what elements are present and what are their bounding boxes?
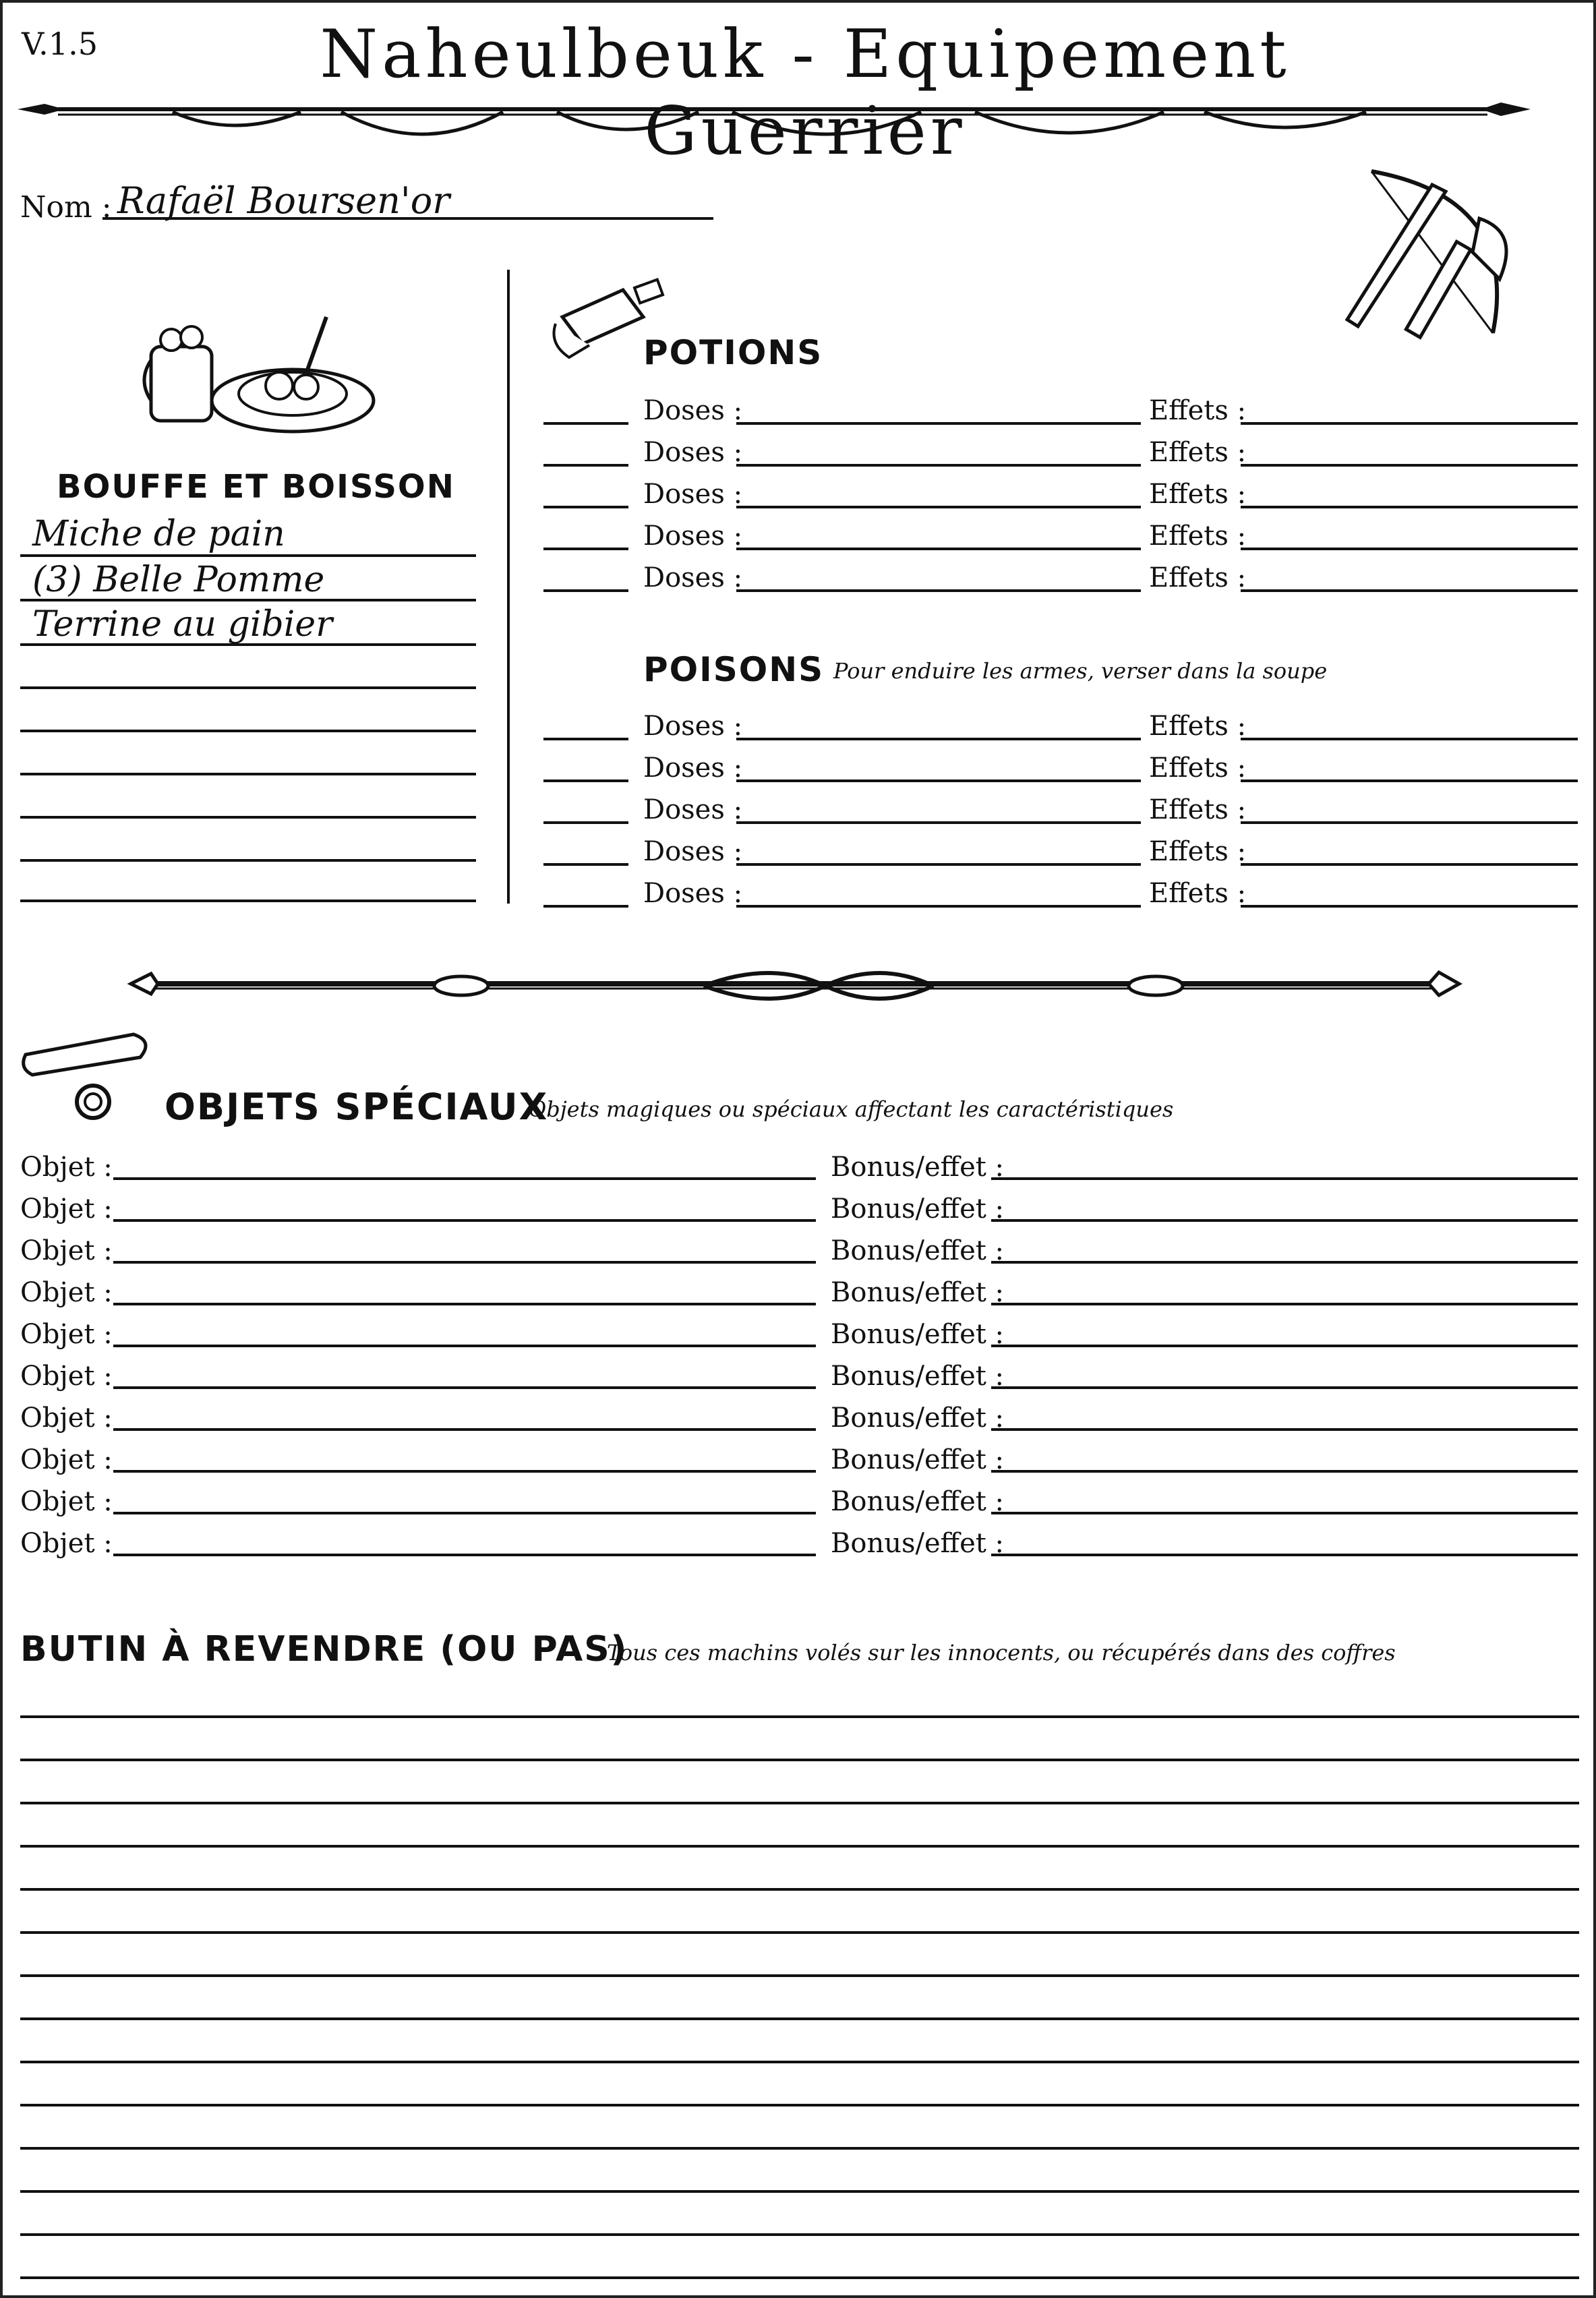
potion-row (3, 562, 1596, 599)
object-label: Objet : (20, 1486, 113, 1517)
object-label: Objet : (20, 1194, 113, 1225)
effects-field[interactable] (1241, 464, 1578, 467)
object-label: Objet : (20, 1235, 113, 1266)
object-row (3, 1444, 1596, 1481)
bonus-label: Bonus/effet : (831, 1235, 1005, 1266)
bonus-field[interactable] (991, 1303, 1578, 1305)
effects-field[interactable] (1241, 821, 1578, 824)
effects-label: Effets : (1149, 437, 1247, 468)
food-item[interactable]: Miche de pain (32, 514, 285, 554)
doses-label: Doses : (643, 711, 743, 742)
effects-field[interactable] (1241, 548, 1578, 550)
bonus-field[interactable] (991, 1219, 1578, 1222)
poison-row (3, 836, 1596, 873)
bonus-field[interactable] (991, 1386, 1578, 1389)
object-row (3, 1194, 1596, 1230)
object-field[interactable] (113, 1345, 816, 1347)
doses-field[interactable] (736, 548, 1141, 550)
doses-label: Doses : (643, 562, 743, 593)
bonus-field[interactable] (991, 1512, 1578, 1514)
object-label: Objet : (20, 1361, 113, 1392)
object-row (3, 1277, 1596, 1314)
object-label: Objet : (20, 1152, 113, 1183)
loot-line[interactable] (20, 2061, 1579, 2063)
doses-field[interactable] (736, 422, 1141, 425)
doses-field[interactable] (736, 589, 1141, 592)
poison-dose-count-line[interactable] (543, 863, 628, 866)
loot-line[interactable] (20, 1974, 1579, 1977)
name-field[interactable]: Rafaël Boursen'or (117, 179, 450, 222)
loot-subtitle: Tous ces machins volés sur les innocents, ou récupérés dans des coffres (607, 1640, 1396, 1666)
object-field[interactable] (113, 1470, 816, 1473)
effects-field[interactable] (1241, 779, 1578, 782)
food-heading: BOUFFE ET BOISSON (57, 468, 455, 506)
doses-field[interactable] (736, 738, 1141, 740)
poison-row (3, 753, 1596, 789)
doses-label: Doses : (643, 521, 743, 552)
object-field[interactable] (113, 1428, 816, 1431)
object-field[interactable] (113, 1554, 816, 1556)
bonus-field[interactable] (991, 1345, 1578, 1347)
food-item[interactable]: Terrine au gibier (32, 604, 333, 645)
object-row (3, 1235, 1596, 1272)
potion-dose-count-line[interactable] (543, 422, 628, 425)
doses-label: Doses : (643, 878, 743, 909)
doses-label: Doses : (643, 479, 743, 510)
loot-line[interactable] (20, 2233, 1579, 2236)
doses-field[interactable] (736, 464, 1141, 467)
effects-label: Effets : (1149, 395, 1247, 426)
food-item[interactable]: (3) Belle Pomme (32, 560, 325, 600)
loot-heading: BUTIN À REVENDRE (OU PAS) (20, 1629, 628, 1670)
object-field[interactable] (113, 1219, 816, 1222)
loot-line[interactable] (20, 1845, 1579, 1848)
poisons-heading: POISONS (643, 650, 825, 689)
loot-line[interactable] (20, 2276, 1579, 2279)
object-row (3, 1486, 1596, 1523)
object-row (3, 1361, 1596, 1397)
object-label: Objet : (20, 1403, 113, 1434)
potion-dose-count-line[interactable] (543, 589, 628, 592)
object-field[interactable] (113, 1512, 816, 1514)
effects-label: Effets : (1149, 794, 1247, 825)
effects-label: Effets : (1149, 479, 1247, 510)
object-field[interactable] (113, 1261, 816, 1264)
weapons-icon (1331, 158, 1533, 340)
potion-dose-count-line[interactable] (543, 548, 628, 550)
object-label: Objet : (20, 1319, 113, 1350)
effects-label: Effets : (1149, 562, 1247, 593)
effects-label: Effets : (1149, 521, 1247, 552)
bonus-field[interactable] (991, 1428, 1578, 1431)
potions-heading: POTIONS (643, 333, 823, 372)
object-field[interactable] (113, 1177, 816, 1180)
bonus-label: Bonus/effet : (831, 1319, 1005, 1350)
potion-row (3, 437, 1596, 473)
object-label: Objet : (20, 1528, 113, 1559)
loot-line[interactable] (20, 1802, 1579, 1804)
effects-label: Effets : (1149, 711, 1247, 742)
name-label: Nom : (20, 190, 112, 225)
effects-field[interactable] (1241, 506, 1578, 508)
bonus-label: Bonus/effet : (831, 1277, 1005, 1308)
potion-row (3, 521, 1596, 557)
doses-field[interactable] (736, 863, 1141, 866)
effects-field[interactable] (1241, 863, 1578, 866)
bonus-field[interactable] (991, 1470, 1578, 1473)
bonus-field[interactable] (991, 1177, 1578, 1180)
doses-label: Doses : (643, 836, 743, 867)
loot-line[interactable] (20, 1931, 1579, 1934)
food-line (20, 686, 476, 689)
doses-label: Doses : (643, 753, 743, 784)
bonus-label: Bonus/effet : (831, 1152, 1005, 1183)
doses-label: Doses : (643, 395, 743, 426)
potion-dose-count-line[interactable] (543, 464, 628, 467)
effects-field[interactable] (1241, 422, 1578, 425)
bonus-label: Bonus/effet : (831, 1403, 1005, 1434)
potion-row (3, 479, 1596, 515)
food-line (20, 643, 476, 646)
bonus-field[interactable] (991, 1554, 1578, 1556)
object-row (3, 1319, 1596, 1355)
loot-line[interactable] (20, 2190, 1579, 2193)
name-underline (102, 217, 713, 220)
bonus-label: Bonus/effet : (831, 1528, 1005, 1559)
poison-dose-count-line[interactable] (543, 821, 628, 824)
object-row (3, 1528, 1596, 1564)
effects-field[interactable] (1241, 905, 1578, 908)
poison-row (3, 711, 1596, 747)
object-label: Objet : (20, 1444, 113, 1475)
poison-row (3, 878, 1596, 914)
doses-label: Doses : (643, 437, 743, 468)
doses-field[interactable] (736, 905, 1141, 908)
effects-label: Effets : (1149, 878, 1247, 909)
object-label: Objet : (20, 1277, 113, 1308)
doses-field[interactable] (736, 506, 1141, 508)
effects-label: Effets : (1149, 836, 1247, 867)
special-objects-subtitle: Objets magiques ou spéciaux affectant les caractéristiques (529, 1096, 1174, 1122)
poison-dose-count-line[interactable] (543, 905, 628, 908)
poison-dose-count-line[interactable] (543, 779, 628, 782)
poison-dose-count-line[interactable] (543, 738, 628, 740)
effects-field[interactable] (1241, 738, 1578, 740)
page-title: Naheulbeuk - Equipement Guerrier (320, 16, 1291, 170)
bonus-label: Bonus/effet : (831, 1444, 1005, 1475)
spear-divider-icon (18, 89, 1531, 156)
special-objects-heading: OBJETS SPÉCIAUX (165, 1086, 549, 1128)
doses-field[interactable] (736, 779, 1141, 782)
bonus-label: Bonus/effet : (831, 1194, 1005, 1225)
object-field[interactable] (113, 1303, 816, 1305)
loot-line[interactable] (20, 2104, 1579, 2106)
bonus-field[interactable] (991, 1261, 1578, 1264)
doses-label: Doses : (643, 794, 743, 825)
bonus-label: Bonus/effet : (831, 1361, 1005, 1392)
staff-divider-icon (124, 953, 1466, 1014)
effects-label: Effets : (1149, 753, 1247, 784)
potion-dose-count-line[interactable] (543, 506, 628, 508)
effects-field[interactable] (1241, 589, 1578, 592)
loot-line[interactable] (20, 2147, 1579, 2150)
object-field[interactable] (113, 1386, 816, 1389)
food-line (20, 599, 476, 601)
poison-row (3, 794, 1596, 831)
loot-line[interactable] (20, 2017, 1579, 2020)
object-row (3, 1152, 1596, 1188)
bonus-label: Bonus/effet : (831, 1486, 1005, 1517)
potion-row (3, 395, 1596, 432)
loot-line[interactable] (20, 1888, 1579, 1891)
scroll-ring-icon (19, 1028, 160, 1129)
poisons-subtitle: Pour enduire les armes, verser dans la soupe (833, 658, 1328, 684)
loot-line[interactable] (20, 1715, 1579, 1718)
loot-line[interactable] (20, 1759, 1579, 1761)
object-row (3, 1403, 1596, 1439)
doses-field[interactable] (736, 821, 1141, 824)
version-label: V.1.5 (22, 26, 98, 62)
